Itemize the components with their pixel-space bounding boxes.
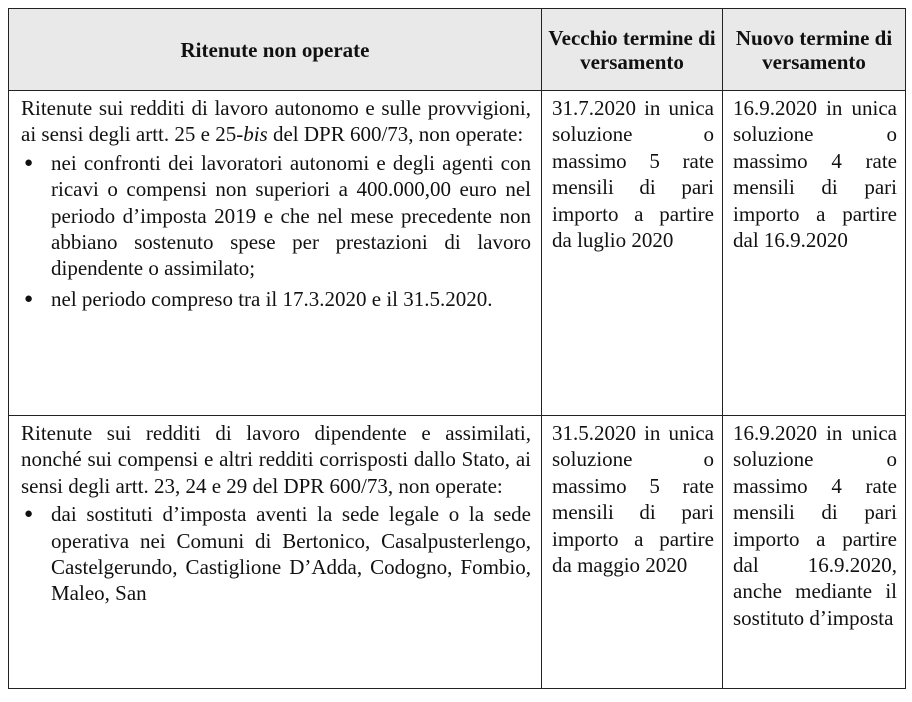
bullet-icon: ● <box>24 154 34 171</box>
new-term-cell: 16.9.2020 in unica soluzione o massimo 4 rate mensili di pari importo a partire dal 16.9.2020 <box>723 91 906 416</box>
list-item: ● nei confronti dei lavoratori autonomi e degli agenti con ricavi o compensi non superiori a 400.000,00 euro nel periodo d’imposta 2019 e che nel mese precedente non abbiano sostenuto spese per prestazioni di lavoro dipendente o assimilato; <box>24 150 531 281</box>
list-item: ● nel periodo compreso tra il 17.3.2020 e il 31.5.2020. <box>24 286 493 311</box>
bullet-icon: ● <box>24 290 34 307</box>
header-new-term: Nuovo termine di versamento <box>723 9 906 91</box>
table-row <box>9 91 906 416</box>
row-description <box>9 416 542 689</box>
table-header-row <box>9 9 906 91</box>
bullet-list <box>21 501 531 607</box>
withholding-deadlines-table <box>8 8 906 689</box>
bullet-icon: ● <box>24 506 34 523</box>
description-text: Ritenute sui redditi di lavoro dipendente e assimilati, nonché sui compensi e altri redditi corrisposti dallo Stato, ai sensi degli artt. 23, 24 e 29 del DPR 600/73, non operate: <box>21 421 531 498</box>
header-ritenute: Ritenute non operate <box>9 9 542 91</box>
row-description <box>9 91 542 416</box>
old-term-cell: 31.5.2020 in unica soluzione o massimo 5 rate mensili di pari importo a partire da maggio 2020 <box>542 416 723 689</box>
header-old-term: Vecchio termine di versamento <box>542 9 723 91</box>
table-row <box>9 416 906 689</box>
bullet-list <box>21 150 531 312</box>
description-text: Ritenute sui redditi di lavoro autonomo e sulle provvigioni, ai sensi degli artt. 25 e 25-bis del DPR 600/73, non operate: <box>21 96 531 147</box>
list-item: ● dai sostituti d’imposta aventi la sede legale o la sede operativa nei Comuni di Bertonico, Casalpusterlengo, Castelgerundo, Castiglione D’Adda, Codogno, Fombio, Maleo, San <box>24 502 531 606</box>
old-term-cell: 31.7.2020 in unica soluzione o massimo 5 rate mensili di pari importo a partire da luglio 2020 <box>542 91 723 416</box>
new-term-cell: 16.9.2020 in unica soluzione o massimo 4 rate mensili di pari importo a partire dal 16.9.2020, anche mediante il sostituto d’imposta <box>723 416 906 689</box>
